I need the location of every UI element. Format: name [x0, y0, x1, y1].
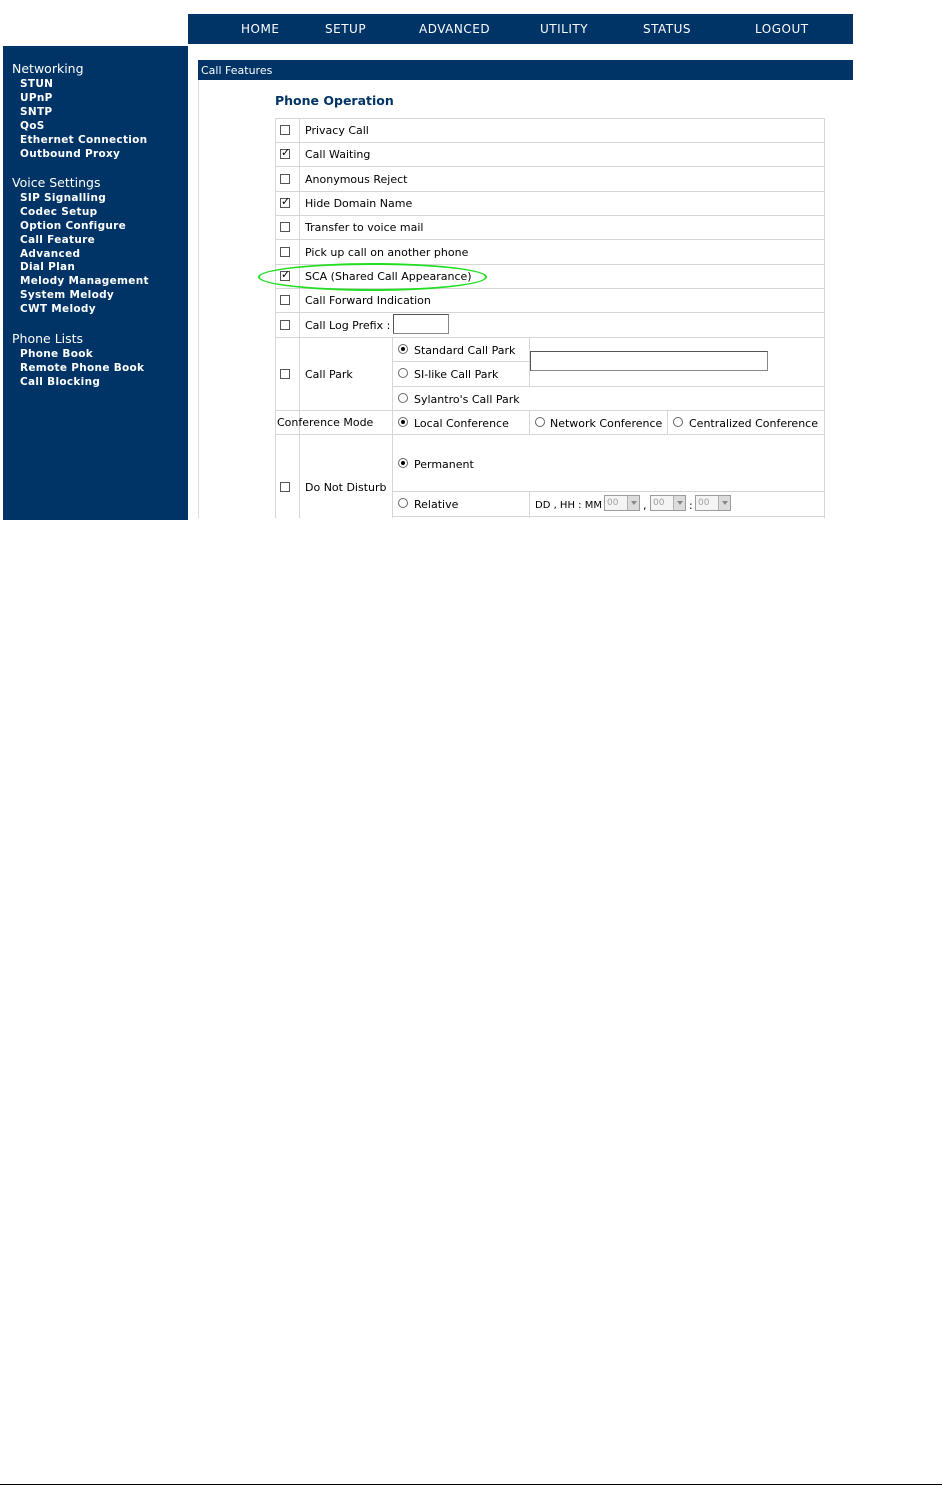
- dnd-permanent-label: Permanent: [414, 458, 474, 471]
- sidebar-item-call-feature[interactable]: Call Feature: [20, 234, 95, 246]
- do-not-disturb-checkbox[interactable]: [280, 482, 290, 492]
- call-forward-indication-checkbox[interactable]: [280, 295, 290, 305]
- centralized-conference-radio[interactable]: [673, 417, 683, 427]
- sidebar-item-option-configure[interactable]: Option Configure: [20, 220, 127, 232]
- sidebar-item-sntp[interactable]: SNTP: [20, 106, 53, 118]
- call-park-frame: [275, 337, 825, 411]
- centralized-conference-label: Centralized Conference: [689, 417, 818, 430]
- hide-domain-name-label: Hide Domain Name: [305, 197, 413, 210]
- sidebar-item-remote-phone-book[interactable]: Remote Phone Book: [20, 362, 145, 374]
- sidebar-item-advanced[interactable]: Advanced: [20, 248, 81, 260]
- call-park-label: Call Park: [305, 368, 353, 381]
- anonymous-reject-checkbox[interactable]: [280, 174, 290, 184]
- dnd-minutes-select[interactable]: 00: [695, 495, 731, 511]
- chevron-down-icon: [718, 496, 730, 510]
- dnd-time-format-label: DD , HH : MM: [535, 500, 602, 511]
- call-waiting-label: Call Waiting: [305, 148, 371, 161]
- call-park-input[interactable]: [530, 351, 768, 371]
- section-title: Call Features: [201, 64, 273, 77]
- dnd-days-select[interactable]: 00: [604, 495, 640, 511]
- dnd-relative-label: Relative: [414, 498, 459, 511]
- sidebar-item-sip-signalling[interactable]: SIP Signalling: [20, 192, 107, 204]
- network-conference-label: Network Conference: [550, 417, 663, 430]
- sylantro-call-park-label: Sylantro's Call Park: [414, 393, 520, 406]
- nav-status[interactable]: STATUS: [643, 22, 692, 36]
- sidebar-item-ethernet-connection[interactable]: Ethernet Connection: [20, 134, 148, 146]
- hide-domain-name-checkbox[interactable]: [280, 198, 290, 208]
- section-header-bar: [198, 60, 853, 80]
- call-waiting-checkbox[interactable]: [280, 149, 290, 159]
- dnd-hours-select[interactable]: 00: [650, 495, 686, 511]
- sidebar-item-cwt-melody[interactable]: CWT Melody: [20, 303, 96, 315]
- sidebar-item-upnp[interactable]: UPnP: [20, 92, 53, 104]
- content-border: [198, 80, 199, 518]
- transfer-voicemail-checkbox[interactable]: [280, 222, 290, 232]
- local-conference-radio[interactable]: [398, 417, 408, 427]
- conference-mode-label: Conference Mode: [277, 416, 374, 429]
- chevron-down-icon: [673, 496, 685, 510]
- pickup-call-label: Pick up call on another phone: [305, 246, 469, 259]
- chevron-down-icon: [627, 496, 639, 510]
- transfer-voicemail-label: Transfer to voice mail: [305, 221, 424, 234]
- call-forward-indication-label: Call Forward Indication: [305, 294, 431, 307]
- do-not-disturb-label: Do Not Disturb: [305, 481, 387, 494]
- pickup-call-checkbox[interactable]: [280, 247, 290, 257]
- sidebar-group-networking[interactable]: Networking: [12, 61, 84, 76]
- call-log-prefix-checkbox[interactable]: [280, 320, 290, 330]
- nav-utility[interactable]: UTILITY: [540, 22, 589, 36]
- sidebar-item-system-melody[interactable]: System Melody: [20, 289, 115, 301]
- si-like-call-park-label: SI-like Call Park: [414, 368, 499, 381]
- sidebar-item-dial-plan[interactable]: Dial Plan: [20, 261, 76, 273]
- dnd-separator-colon: :: [689, 499, 693, 512]
- nav-home[interactable]: HOME: [241, 22, 280, 36]
- local-conference-label: Local Conference: [414, 417, 509, 430]
- page-bottom-rule: [0, 1484, 942, 1485]
- sidebar-item-call-blocking[interactable]: Call Blocking: [20, 376, 101, 388]
- sidebar-group-voice-settings[interactable]: Voice Settings: [12, 175, 101, 190]
- nav-setup[interactable]: SETUP: [325, 22, 367, 36]
- sidebar: [3, 44, 188, 520]
- sidebar-item-codec-setup[interactable]: Codec Setup: [20, 206, 98, 218]
- anonymous-reject-label: Anonymous Reject: [305, 173, 408, 186]
- sca-highlight-annotation: [258, 263, 487, 291]
- call-park-checkbox[interactable]: [280, 369, 290, 379]
- sca-label: SCA (Shared Call Appearance): [305, 270, 472, 283]
- sidebar-item-melody-management[interactable]: Melody Management: [20, 275, 149, 287]
- call-log-prefix-label: Call Log Prefix :: [305, 319, 391, 332]
- standard-call-park-label: Standard Call Park: [414, 344, 516, 357]
- sidebar-item-qos[interactable]: QoS: [20, 120, 45, 132]
- sidebar-item-phone-book[interactable]: Phone Book: [20, 348, 94, 360]
- nav-logout[interactable]: LOGOUT: [755, 22, 809, 36]
- sidebar-item-stun[interactable]: STUN: [20, 78, 54, 90]
- sylantro-call-park-radio[interactable]: [398, 393, 408, 403]
- top-navigation: [188, 14, 853, 44]
- privacy-call-checkbox[interactable]: [280, 125, 290, 135]
- sidebar-item-outbound-proxy[interactable]: Outbound Proxy: [20, 148, 121, 160]
- call-log-prefix-input[interactable]: [393, 314, 449, 334]
- sidebar-group-phone-lists[interactable]: Phone Lists: [12, 331, 84, 346]
- dnd-permanent-radio[interactable]: [398, 458, 408, 468]
- si-like-call-park-radio[interactable]: [398, 368, 408, 378]
- nav-advanced[interactable]: ADVANCED: [419, 22, 491, 36]
- network-conference-radio[interactable]: [535, 417, 545, 427]
- standard-call-park-radio[interactable]: [398, 344, 408, 354]
- privacy-call-label: Privacy Call: [305, 124, 369, 137]
- dnd-separator-comma: ,: [643, 499, 647, 512]
- dnd-relative-radio[interactable]: [398, 498, 408, 508]
- phone-operation-heading: Phone Operation: [275, 93, 394, 108]
